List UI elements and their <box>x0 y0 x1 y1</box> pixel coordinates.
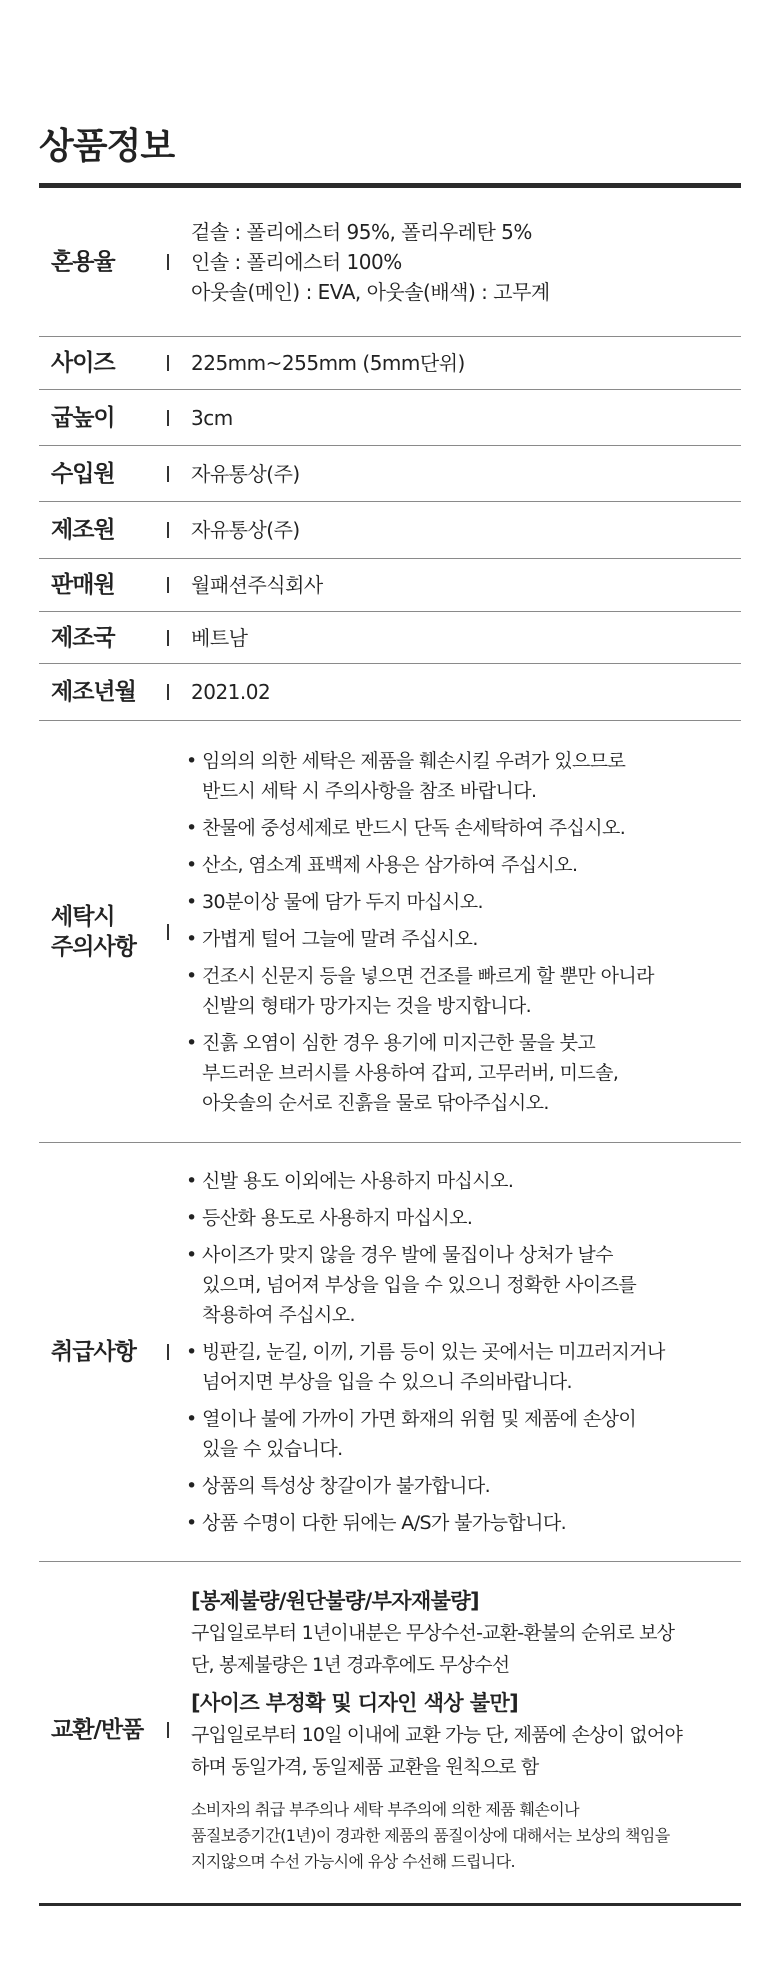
list-item <box>186 1337 741 1397</box>
bottom-divider <box>39 1903 741 1906</box>
row-label: 수입원 <box>51 460 115 487</box>
list-item <box>186 746 741 806</box>
material-line: 인솔 : 폴리에스터 100% <box>191 250 402 274</box>
separator <box>167 254 169 270</box>
list-item <box>186 961 741 1021</box>
row-label: 제조원 <box>51 517 115 543</box>
row-country <box>39 612 741 664</box>
list-item <box>186 1471 741 1501</box>
separator <box>167 355 169 371</box>
list-item-line: 넘어지면 부상을 입을 수 있으니 주의바랍니다. <box>202 1371 572 1393</box>
row-label <box>51 902 166 962</box>
list-item-line: • 사이즈가 맞지 않을 경우 발에 물집이나 상처가 날수 <box>202 1244 613 1266</box>
separator <box>167 630 169 646</box>
list-item <box>186 813 741 843</box>
size-policy-text <box>191 1719 741 1783</box>
note-line: 지지않으며 수선 가능시에 유상 수선해 드립니다. <box>191 1851 516 1871</box>
defect-policy-title: [봉제불량/원단불량/부자재불량] <box>191 1588 480 1613</box>
row-washing-caution <box>39 721 741 1143</box>
row-label: 취급사항 <box>51 1339 136 1365</box>
row-value: 3cm <box>191 405 233 430</box>
list-item <box>186 1166 741 1196</box>
washing-list <box>186 746 741 1118</box>
list-item-line: • 진흙 오염이 심한 경우 용기에 미지근한 물을 붓고 <box>202 1031 596 1054</box>
list-item-line: 신발의 형태가 망가지는 것을 방지합니다. <box>202 994 532 1017</box>
row-manufacturer <box>39 502 741 559</box>
list-item-line: 아웃솔의 순서로 진흙을 물로 닦아주십시오. <box>202 1091 549 1114</box>
list-item-line: • 산소, 염소계 표백제 사용은 삼가하여 주십시오. <box>202 853 578 876</box>
row-exchange-return <box>39 1562 741 1897</box>
list-item <box>186 1404 741 1464</box>
separator <box>167 924 169 940</box>
row-material <box>39 188 741 337</box>
list-item <box>186 1028 741 1118</box>
row-label-line: 세탁시 <box>51 903 115 930</box>
list-item-line: • 30분이상 물에 담가 두지 마십시오. <box>202 890 483 913</box>
list-item <box>186 1240 741 1330</box>
row-value: 2021.02 <box>191 680 271 704</box>
separator <box>167 1344 169 1360</box>
separator <box>167 577 169 593</box>
separator <box>167 466 169 482</box>
list-item-line: 부드러운 브러시를 사용하여 갑피, 고무러버, 미드솔, <box>202 1061 619 1084</box>
material-line: 겉솔 : 폴리에스터 95%, 폴리우레탄 5% <box>191 220 532 244</box>
list-item-line: • 건조시 신문지 등을 넣으면 건조를 빠르게 할 뿐만 아니라 <box>202 964 654 987</box>
row-handling <box>39 1143 741 1562</box>
policy-line: 단, 봉제불량은 1년 경과후에도 무상수선 <box>191 1653 510 1676</box>
handling-list <box>186 1166 741 1538</box>
row-label-line: 주의사항 <box>51 933 136 960</box>
separator <box>167 522 169 538</box>
material-line: 아웃솔(메인) : EVA, 아웃솔(배색) : 고무계 <box>191 280 550 304</box>
list-item-line: 있을 수 있습니다. <box>202 1438 343 1460</box>
row-value: 월패션주식회사 <box>191 573 323 597</box>
size-policy-title: [사이즈 부정확 및 디자인 색상 불만] <box>191 1690 519 1715</box>
separator <box>167 1722 169 1738</box>
list-item-line: • 등산화 용도로 사용하지 마십시오. <box>202 1207 473 1229</box>
note-line: 품질보증기간(1년)이 경과한 제품의 품질이상에 대해서는 보상의 책임을 <box>191 1825 670 1845</box>
list-item-line: 있으며, 넘어져 부상을 입을 수 있으니 정확한 사이즈를 <box>202 1274 637 1296</box>
list-item <box>186 887 741 917</box>
row-importer <box>39 446 741 502</box>
note-line: 소비자의 취급 부주의나 세탁 부주의에 의한 제품 훼손이나 <box>191 1799 579 1819</box>
row-seller <box>39 559 741 612</box>
list-item <box>186 1203 741 1233</box>
row-value: 자유통상(주) <box>191 461 300 486</box>
list-item-line: 반드시 세탁 시 주의사항을 참조 바랍니다. <box>202 779 537 802</box>
exchange-policy <box>191 1585 741 1875</box>
row-label: 사이즈 <box>51 350 115 376</box>
row-heel-height <box>39 390 741 446</box>
separator <box>167 684 169 700</box>
row-manufacture-date <box>39 664 741 721</box>
list-item-line: • 상품의 특성상 창갈이가 불가합니다. <box>202 1475 491 1497</box>
row-label: 판매원 <box>51 572 115 598</box>
row-label: 제조국 <box>51 624 115 651</box>
list-item <box>186 1508 741 1538</box>
list-item-line: • 가볍게 털어 그늘에 말려 주십시오. <box>202 927 478 950</box>
list-item-line: • 열이나 불에 가까이 가면 화재의 위험 및 제품에 손상이 <box>202 1408 637 1430</box>
row-value <box>191 217 741 307</box>
list-item-line: • 신발 용도 이외에는 사용하지 마십시오. <box>202 1170 514 1192</box>
list-item <box>186 850 741 880</box>
page-title: 상품정보 <box>39 126 175 167</box>
defect-policy-text <box>191 1617 741 1681</box>
row-label: 굽높이 <box>51 404 115 431</box>
list-item-line: • 임의의 의한 세탁은 제품을 훼손시킬 우려가 있으므로 <box>202 749 626 772</box>
row-value: 225mm~255mm (5mm단위) <box>191 351 465 375</box>
row-label: 혼용율 <box>51 249 115 275</box>
policy-line: 하며 동일가격, 동일제품 교환을 원칙으로 함 <box>191 1755 539 1778</box>
list-item-line: 착용하여 주십시오. <box>202 1304 355 1326</box>
list-item-line: • 찬물에 중성세제로 반드시 단독 손세탁하여 주십시오. <box>202 816 626 839</box>
list-item-line: • 빙판길, 눈길, 이끼, 기름 등이 있는 곳에서는 미끄러지거나 <box>202 1341 665 1363</box>
row-label: 교환/반품 <box>51 1716 144 1743</box>
list-item <box>186 924 741 954</box>
row-value: 베트남 <box>191 625 248 650</box>
list-item-line: • 상품 수명이 다한 뒤에는 A/S가 불가능합니다. <box>202 1512 567 1534</box>
separator <box>167 410 169 426</box>
policy-line: 구입일로부터 1년이내분은 무상수선-교환-환불의 순위로 보상 <box>191 1621 675 1644</box>
row-value: 자유통상(주) <box>191 518 300 542</box>
row-size <box>39 337 741 390</box>
product-info-table <box>39 188 741 1897</box>
policy-line: 구입일로부터 10일 이내에 교환 가능 단, 제품에 손상이 없어야 <box>191 1723 683 1746</box>
liability-note <box>191 1797 741 1875</box>
row-label: 제조년월 <box>51 679 136 705</box>
